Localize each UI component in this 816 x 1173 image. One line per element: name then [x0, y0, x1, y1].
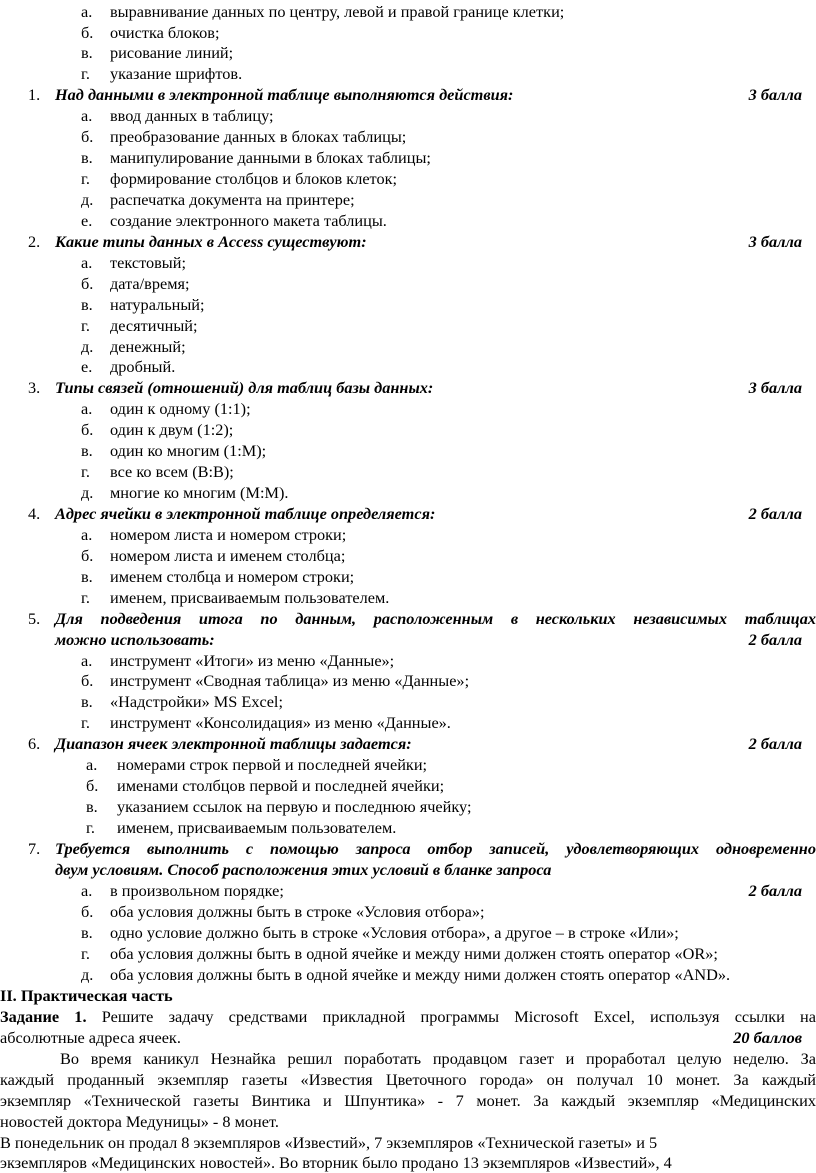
- paragraph-line: [0, 1069, 816, 1090]
- option-label: б.: [81, 127, 94, 146]
- answer-option: [0, 524, 816, 545]
- option-text: ввод данных в таблицу;: [110, 106, 274, 125]
- question-text: Диапазон ячеек электронной таблицы задается:: [55, 734, 412, 753]
- answer-option: [0, 126, 816, 147]
- option-text: десятичный;: [110, 316, 198, 335]
- option-label: а.: [81, 399, 93, 418]
- option-text: денежный;: [110, 337, 186, 356]
- option-text: текстовый;: [110, 253, 186, 272]
- question-score: 2 балла: [748, 881, 802, 900]
- option-text: указанием ссылок на первую и последнюю ячейку;: [117, 797, 472, 816]
- option-label: а.: [81, 106, 93, 125]
- section-heading: [0, 985, 816, 1006]
- answer-option: [0, 147, 816, 168]
- option-label: а.: [81, 2, 93, 21]
- answer-option: [0, 880, 816, 901]
- option-text: преобразование данных в блоках таблицы;: [110, 127, 407, 146]
- question-score: 3 балла: [748, 232, 802, 251]
- question-number: 5.: [28, 609, 41, 628]
- question-heading: [0, 608, 816, 629]
- option-text: инструмент «Итоги» из меню «Данные»;: [110, 651, 395, 670]
- option-text: оба условия должны быть в строке «Условия отбора»;: [110, 902, 485, 921]
- question-text: Для подведения итога по данным, расположенным в нескольких независимых таблицах: [55, 609, 816, 628]
- option-label: в.: [81, 923, 93, 942]
- answer-option: [0, 943, 816, 964]
- option-text: один ко многим (1:М);: [110, 441, 267, 460]
- option-label: в.: [86, 797, 98, 816]
- option-label: а.: [81, 651, 93, 670]
- paragraph-line: [0, 1048, 816, 1069]
- answer-option: [0, 22, 816, 43]
- answer-option: [0, 440, 816, 461]
- option-label: б.: [86, 776, 99, 795]
- question-number: 1.: [28, 85, 41, 104]
- option-text: номером листа и именем столбца;: [110, 546, 346, 565]
- answer-option: [0, 273, 816, 294]
- option-text: инструмент «Сводная таблица» из меню «Данные»;: [110, 671, 470, 690]
- option-text: именем, присваиваемым пользователем.: [110, 588, 390, 607]
- option-label: в.: [81, 567, 93, 586]
- answer-option: [0, 775, 816, 796]
- question-heading: [0, 84, 816, 105]
- answer-option: [0, 482, 816, 503]
- question-text: Над данными в электронной таблице выполняются действия:: [55, 85, 514, 104]
- task-text: Решите задачу средствами прикладной программы Microsoft Excel, используя ссылки на: [101, 1007, 816, 1026]
- option-text: выравнивание данных по центру, левой и правой границе клетки;: [110, 2, 565, 21]
- question-heading: [0, 377, 816, 398]
- paragraph-text: Во время каникул Незнайка решил поработать продавцом газет и проработал целую неделю. За: [60, 1049, 816, 1068]
- option-label: г.: [81, 64, 90, 83]
- option-text: одно условие должно быть в строке «Условия отбора», а другое – в строке «Или»;: [110, 923, 679, 942]
- option-label: а.: [81, 253, 93, 272]
- option-text: формирование столбцов и блоков клеток;: [110, 169, 398, 188]
- option-text: в произвольном порядке;: [110, 881, 284, 900]
- option-label: д.: [81, 190, 94, 209]
- question-text: Какие типы данных в Access существуют:: [55, 232, 367, 251]
- question-heading: [0, 503, 816, 524]
- paragraph-text: каждый проданный экземпляр газеты «Известия Цветочного города» он получал 10 монет. За каждый: [0, 1070, 816, 1089]
- paragraph-text: новостей доктора Медуницы» - 8 монет.: [0, 1112, 279, 1131]
- option-label: б.: [81, 671, 94, 690]
- question-score: 2 балла: [748, 504, 802, 523]
- option-text: именем, присваиваемым пользователем.: [117, 818, 397, 837]
- option-text: распечатка документа на принтере;: [110, 190, 355, 209]
- answer-option: [0, 691, 816, 712]
- option-label: г.: [81, 713, 90, 732]
- option-text: один к двум (1:2);: [110, 420, 234, 439]
- answer-option: [0, 545, 816, 566]
- answer-option: [0, 105, 816, 126]
- answer-option: [0, 189, 816, 210]
- question-number: 3.: [28, 378, 41, 397]
- task-text-line: [0, 1006, 816, 1027]
- option-label: е.: [81, 357, 93, 376]
- answer-option: [0, 398, 816, 419]
- option-label: б.: [81, 274, 94, 293]
- paragraph-text: экземпляр «Технической газеты Винтика и Шпунтика» - 7 монет. За каждый экземпляр «Медицинских: [0, 1091, 816, 1110]
- paragraph-line: [0, 1152, 816, 1173]
- option-label: г.: [81, 462, 90, 481]
- option-label: а.: [81, 881, 93, 900]
- answer-option: [0, 922, 816, 943]
- option-text: оба условия должны быть в одной ячейке и между ними должен стоять оператор «OR»;: [110, 944, 718, 963]
- answer-option: [0, 566, 816, 587]
- option-label: г.: [81, 316, 90, 335]
- question-heading-continued: [0, 629, 816, 650]
- answer-option: [0, 587, 816, 608]
- option-text: манипулирование данными в блоках таблицы;: [110, 148, 431, 167]
- task-label: Задание 1.: [0, 1007, 87, 1026]
- option-text: все ко всем (В:В);: [110, 462, 234, 481]
- question-score: 3 балла: [748, 85, 802, 104]
- option-label: д.: [81, 965, 94, 984]
- option-label: б.: [81, 902, 94, 921]
- option-text: рисование линий;: [110, 43, 234, 62]
- answer-option: [0, 63, 816, 84]
- paragraph-line: [0, 1090, 816, 1111]
- option-label: б.: [81, 546, 94, 565]
- option-text: указание шрифтов.: [110, 64, 243, 83]
- answer-option: [0, 356, 816, 377]
- answer-option: [0, 210, 816, 231]
- answer-option: [0, 294, 816, 315]
- option-label: в.: [81, 148, 93, 167]
- paragraph-text: В понедельник он продал 8 экземпляров «Известий», 7 экземпляров «Технической газеты» и 5: [0, 1133, 658, 1152]
- option-label: г.: [81, 944, 90, 963]
- option-label: б.: [81, 420, 94, 439]
- question-number: 7.: [28, 839, 41, 858]
- task-statement-continued: [0, 1027, 816, 1048]
- option-label: в.: [81, 43, 93, 62]
- option-label: а.: [86, 755, 98, 774]
- option-text: создание электронного макета таблицы.: [110, 211, 387, 230]
- answer-option: [0, 42, 816, 63]
- option-text: один к одному (1:1);: [110, 399, 251, 418]
- option-label: г.: [81, 588, 90, 607]
- option-text: оба условия должны быть в одной ячейке и между ними должен стоять оператор «AND».: [110, 965, 731, 984]
- option-label: г.: [81, 169, 90, 188]
- task-score: 20 баллов: [733, 1028, 802, 1047]
- option-text: дробный.: [110, 357, 176, 376]
- paragraph-line: [0, 1132, 816, 1153]
- answer-option: [0, 336, 816, 357]
- option-text: номером листа и номером строки;: [110, 525, 347, 544]
- answer-option: [0, 670, 816, 691]
- option-label: д.: [81, 483, 94, 502]
- question-heading: [0, 733, 816, 754]
- question-heading: [0, 231, 816, 252]
- option-text: очистка блоков;: [110, 23, 220, 42]
- option-label: в.: [81, 692, 93, 711]
- option-text: именем столбца и номером строки;: [110, 567, 355, 586]
- question-number: 4.: [28, 504, 41, 523]
- option-label: е.: [81, 211, 93, 230]
- task-statement: [0, 1006, 816, 1027]
- option-text: номерами строк первой и последней ячейки;: [117, 755, 428, 774]
- answer-option: [0, 1, 816, 22]
- option-label: в.: [81, 441, 93, 460]
- question-heading-continued: [0, 859, 816, 880]
- answer-option: [0, 650, 816, 671]
- answer-option: [0, 461, 816, 482]
- option-text: инструмент «Консолидация» из меню «Данные».: [110, 713, 451, 732]
- answer-option: [0, 252, 816, 273]
- option-label: г.: [86, 818, 95, 837]
- paragraph-text: экземпляров «Медицинских новостей». Во вторник было продано 13 экземпляров «Известий», 4: [0, 1153, 672, 1172]
- option-text: натуральный;: [110, 295, 205, 314]
- answer-option: [0, 315, 816, 336]
- question-score: 2 балла: [748, 734, 802, 753]
- answer-option: [0, 419, 816, 440]
- option-text: дата/время;: [110, 274, 190, 293]
- answer-option: [0, 168, 816, 189]
- paragraph-line: [0, 1111, 816, 1132]
- question-heading: [0, 838, 816, 859]
- question-text: можно использовать:: [55, 630, 215, 649]
- option-label: в.: [81, 295, 93, 314]
- task-text: абсолютные адреса ячеек.: [0, 1028, 181, 1047]
- answer-option: [0, 901, 816, 922]
- answer-option: [0, 964, 816, 985]
- option-label: д.: [81, 337, 94, 356]
- option-text: многие ко многим (М:М).: [110, 483, 289, 502]
- question-text: Требуется выполнить с помощью запроса отбор записей, удовлетворяющих одновременно: [55, 839, 816, 858]
- question-score: 2 балла: [748, 630, 802, 649]
- option-label: б.: [81, 23, 94, 42]
- question-number: 6.: [28, 734, 41, 753]
- answer-option: [0, 712, 816, 733]
- question-text: Типы связей (отношений) для таблиц базы данных:: [55, 378, 434, 397]
- question-score: 3 балла: [748, 378, 802, 397]
- option-label: а.: [81, 525, 93, 544]
- option-text: именами столбцов первой и последней ячейки;: [117, 776, 445, 795]
- answer-option: [0, 796, 816, 817]
- answer-option: [0, 817, 816, 838]
- option-text: «Надстройки» MS Excel;: [110, 692, 283, 711]
- answer-option: [0, 754, 816, 775]
- question-text: двум условиям. Способ расположения этих условий в бланке запроса: [55, 860, 552, 879]
- question-number: 2.: [28, 232, 41, 251]
- section-title: II. Практическая часть: [0, 986, 173, 1005]
- question-text: Адрес ячейки в электронной таблице определяется:: [55, 504, 436, 523]
